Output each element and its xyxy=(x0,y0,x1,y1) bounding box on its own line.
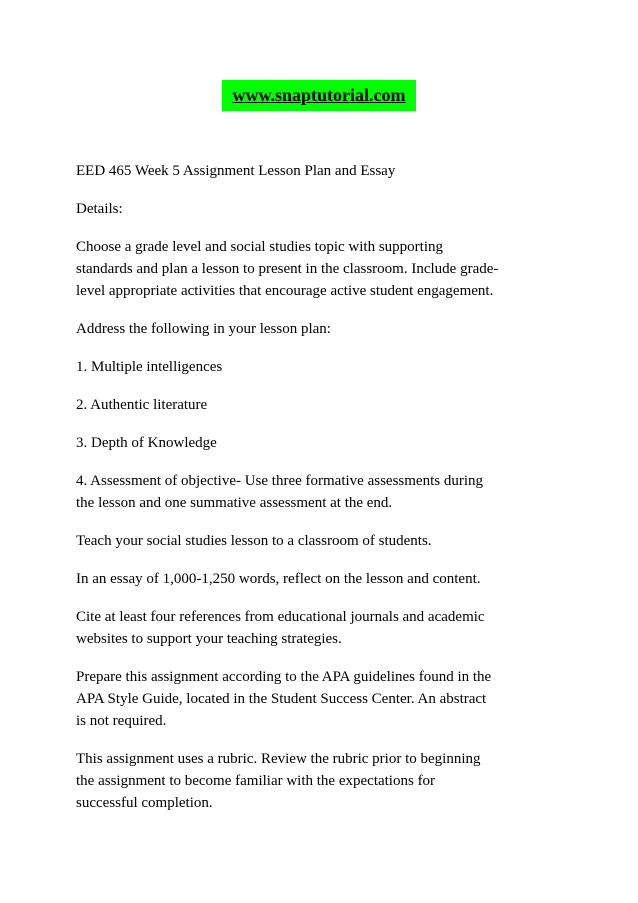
list-item-assessment: 4. Assessment of objective- Use three formative assessments during the lesson and one summative assessment at the end. xyxy=(76,473,483,511)
paragraph-essay: In an essay of 1,000-1,250 words, reflect on the lesson and content. xyxy=(76,571,481,587)
list-item-multiple-intelligences: 1. Multiple intelligences xyxy=(76,359,223,375)
document-body xyxy=(76,160,576,830)
paragraph-references: Cite at least four references from educational journals and academic websites to support your teaching strategies. xyxy=(76,609,485,647)
paragraph-teach: Teach your social studies lesson to a classroom of students. xyxy=(76,533,432,549)
website-link[interactable]: www.snaptutorial.com xyxy=(222,80,415,111)
header xyxy=(0,80,638,111)
paragraph-instructions: Choose a grade level and social studies topic with supporting standards and plan a lesson to present in the classroom. Include grade- level appropriate activities that encourage active student engagement. xyxy=(76,239,499,299)
list-item-authentic-literature: 2. Authentic literature xyxy=(76,397,208,413)
paragraph-rubric: This assignment uses a rubric. Review the rubric prior to beginning the assignment to become familiar with the expectations for successful completion. xyxy=(76,751,481,811)
list-item-depth-of-knowledge: 3. Depth of Knowledge xyxy=(76,435,217,451)
document-title: EED 465 Week 5 Assignment Lesson Plan and Essay xyxy=(76,163,396,179)
paragraph-address-intro: Address the following in your lesson plan: xyxy=(76,321,331,337)
details-label: Details: xyxy=(76,201,123,217)
paragraph-apa: Prepare this assignment according to the APA guidelines found in the APA Style Guide, located in the Student Success Center. An abstract is not required. xyxy=(76,669,492,729)
